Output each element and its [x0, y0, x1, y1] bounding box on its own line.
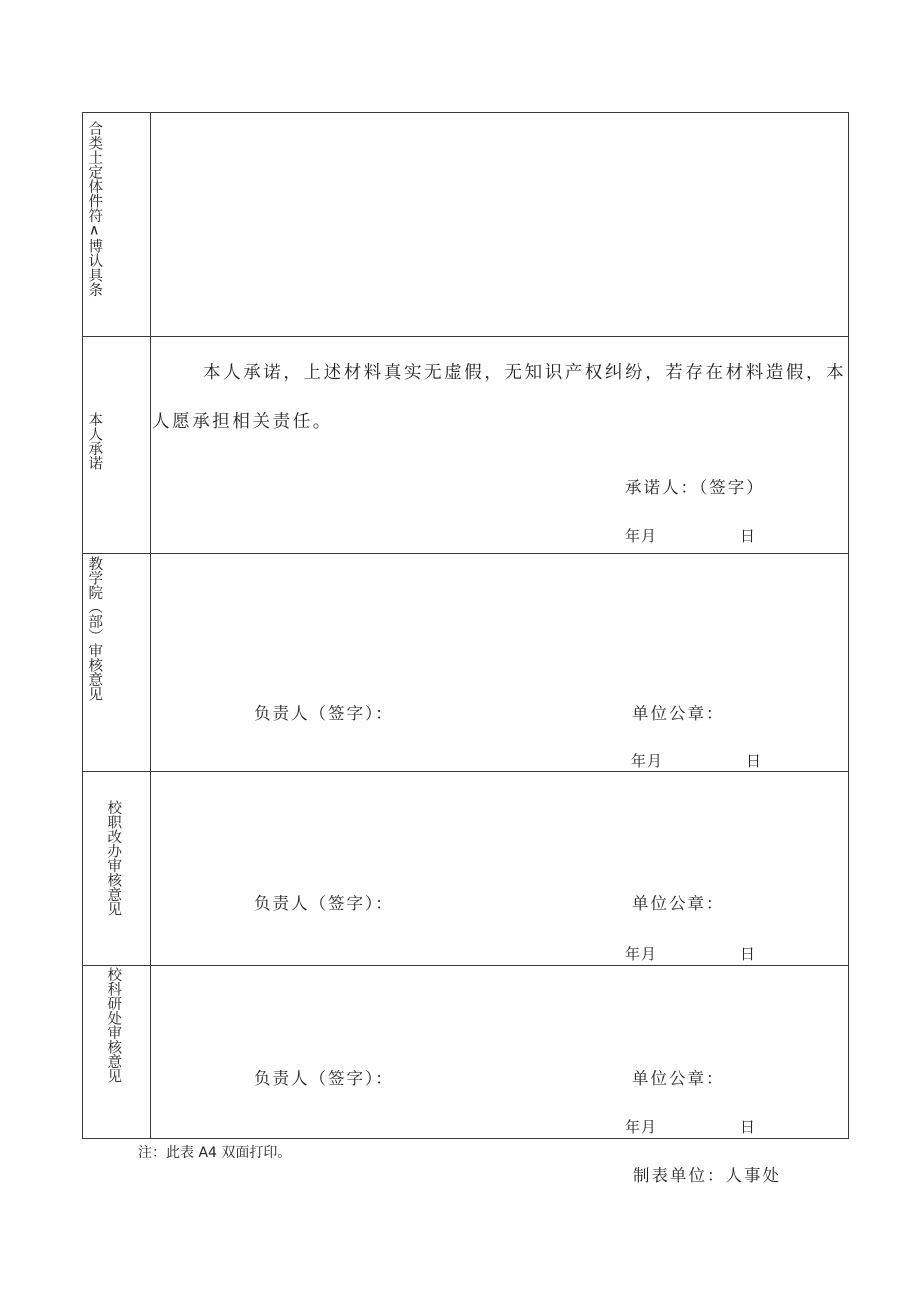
research-head-sign: 负责人（签字）：	[254, 1069, 394, 1088]
college-head-sign: 负责人（签字）：	[254, 704, 394, 723]
title-office-date-day: 日	[740, 945, 757, 963]
form-table	[82, 112, 849, 1139]
row-divider	[82, 965, 849, 966]
row-divider	[82, 771, 849, 772]
form-maker: 制表单位：人事处	[633, 1166, 781, 1185]
title-office-review-label: 校职改办审核意见	[105, 800, 122, 916]
print-note: 注：此表 A4 双面打印。	[138, 1145, 292, 1161]
college-date-day: 日	[746, 752, 763, 770]
pledge-date-day: 日	[740, 527, 757, 545]
college-date-year-month: 年月	[631, 752, 664, 770]
conditions-label: 合类土定体件符∧博认具条	[86, 121, 103, 297]
table-border-bottom	[82, 1138, 849, 1139]
row-divider	[82, 336, 849, 337]
pledge-text-line1: 本人承诺，上述材料真实无虚假，无知识产权纠纷，若存在材料造假，本	[203, 363, 847, 383]
title-office-date-year-month: 年月	[625, 945, 658, 963]
column-divider	[150, 112, 151, 1139]
title-office-unit-seal: 单位公章：	[632, 894, 725, 913]
research-date-year-month: 年月	[625, 1118, 658, 1136]
research-unit-seal: 单位公章：	[632, 1069, 725, 1088]
pledge-signer: 承诺人：（签字）	[625, 478, 765, 497]
table-border-right	[848, 112, 849, 1139]
pledge-label: 本人承诺	[86, 412, 103, 470]
table-border-top	[82, 112, 849, 113]
research-date-day: 日	[740, 1118, 757, 1136]
pledge-date-year-month: 年月	[625, 527, 658, 545]
title-office-head-sign: 负责人（签字）：	[254, 894, 394, 913]
row-divider	[82, 553, 849, 554]
table-border-left	[82, 112, 83, 1139]
college-review-label: 教学院（部）审核意见	[86, 556, 103, 701]
pledge-text-line2: 人愿承担相关责任。	[152, 412, 333, 432]
college-unit-seal: 单位公章：	[632, 704, 725, 723]
research-review-label: 校科研处审核意见	[105, 967, 122, 1083]
